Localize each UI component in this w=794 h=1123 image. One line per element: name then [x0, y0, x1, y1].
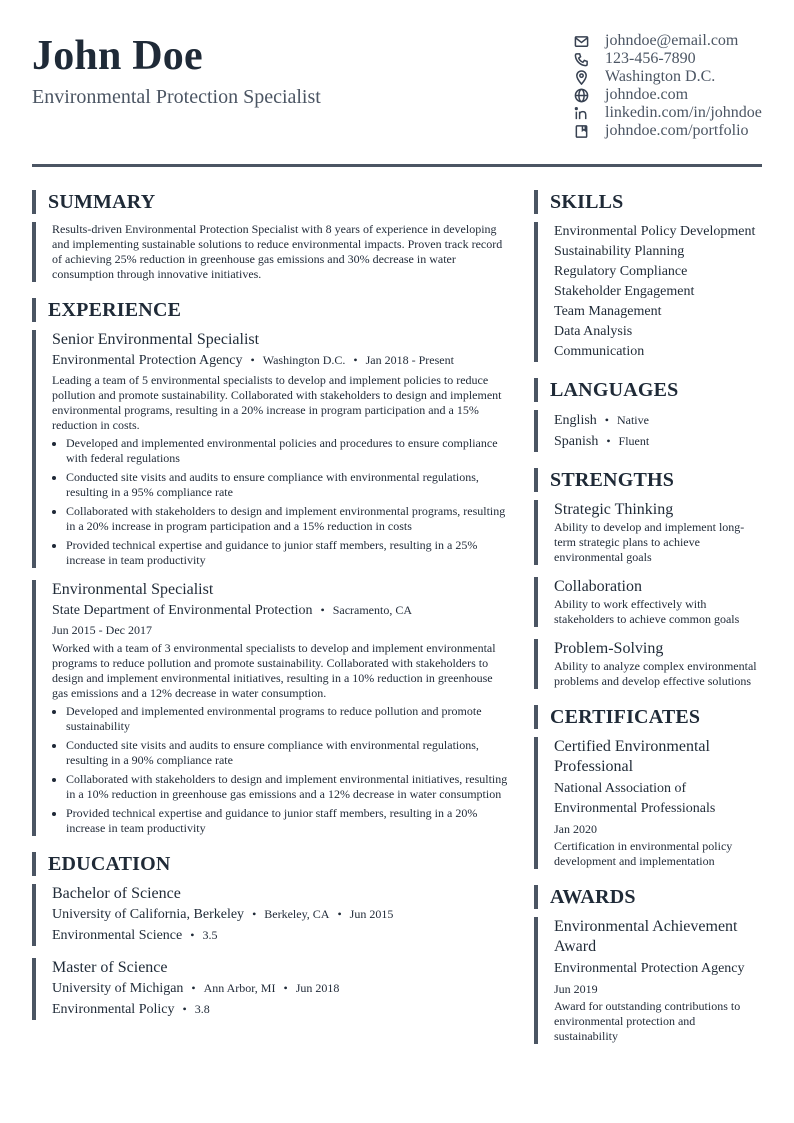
school-line: University of Michigan • Ann Arbor, MI • Jun 2018 [52, 981, 340, 996]
job-dates: Jan 2018 - Present [365, 353, 454, 367]
contact-email-text: johndoe@email.com [605, 32, 739, 49]
strength-desc: Ability to develop and implement long-term strategic plans to achieve environmental goals [554, 520, 745, 564]
certificate-title: Certified Environmental Professional [554, 738, 710, 775]
contact-website[interactable] [572, 86, 772, 104]
job-location: Sacramento, CA [332, 603, 412, 617]
left-column [32, 190, 510, 1020]
strength-desc: Ability to analyze complex environmental problems and develop effective solutions [554, 659, 757, 688]
job-company: State Department of Environmental Protection [52, 603, 313, 618]
globe-icon [572, 87, 590, 103]
award-entry [534, 917, 762, 1044]
resume-header [32, 30, 762, 150]
strength-desc: Ability to work effectively with stakeholders to achieve common goals [554, 597, 740, 626]
award-title: Environmental Achievement Award [554, 918, 738, 955]
job-bullet: • Provided technical expertise and guidance to junior staff members, resulting in a 25% increase in team productivity [66, 538, 510, 568]
job-company-line: Environmental Protection Agency • Washington D.C. • Jan 2018 - Present [52, 353, 454, 368]
mail-icon [572, 33, 590, 49]
certificates-heading: CERTIFICATES [534, 705, 762, 729]
job-bullet: • Collaborated with stakeholders to design and implement environmental programs, resulting in a 20% increase in program participation and a 15% reduction in costs [66, 504, 510, 534]
summary-heading: SUMMARY [32, 190, 510, 214]
job-bullets [52, 436, 510, 568]
candidate-name: John Doe [32, 33, 203, 79]
strength-entry [534, 577, 762, 627]
job-company-line: State Department of Environmental Protection • Sacramento, CA [52, 603, 412, 618]
contact-portfolio-text: johndoe.com/portfolio [605, 122, 749, 139]
education-heading: EDUCATION [32, 852, 510, 876]
certificate-issuer: National Association of Environmental Professionals [554, 781, 716, 816]
school-location: Ann Arbor, MI [203, 981, 276, 995]
field-line: Environmental Policy • 3.8 [52, 1002, 210, 1017]
school-name: University of Michigan [52, 981, 184, 996]
contact-location [572, 68, 772, 86]
strengths-heading: STRENGTHS [534, 468, 762, 492]
language-item: Spanish • Fluent [554, 434, 650, 449]
skill-item: Team Management [554, 304, 662, 319]
school-name: University of California, Berkeley [52, 907, 245, 922]
graduation-date: Jun 2018 [295, 981, 340, 995]
candidate-title: Environmental Protection Specialist [32, 86, 321, 108]
contact-linkedin[interactable] [572, 104, 772, 122]
header-divider [32, 164, 762, 167]
language-level: Fluent [618, 434, 650, 448]
contact-email[interactable] [572, 32, 772, 50]
languages-list [534, 410, 762, 452]
strength-title: Strategic Thinking [554, 501, 674, 518]
degree: Master of Science [52, 959, 168, 976]
contact-location-text: Washington D.C. [605, 68, 716, 85]
job-bullet: • Conducted site visits and audits to ensure compliance with environmental regulations, resulting in a 95% compliance rate [66, 470, 510, 500]
job-bullet: • Provided technical expertise and guidance to junior staff members, resulting in a 20% increase in team productivity [66, 806, 510, 836]
job-bullets [52, 704, 510, 836]
field-line: Environmental Science • 3.5 [52, 928, 218, 943]
school-line: University of California, Berkeley • Berkeley, CA • Jun 2015 [52, 907, 394, 922]
skill-item: Stakeholder Engagement [554, 284, 695, 299]
gpa: 3.5 [202, 928, 218, 942]
location-pin-icon [572, 69, 590, 85]
contact-website-text: johndoe.com [605, 86, 689, 103]
education-entry [32, 884, 510, 946]
strength-entry [534, 500, 762, 565]
skills-list [534, 222, 762, 362]
contact-portfolio[interactable] [572, 122, 772, 140]
skill-item: Communication [554, 344, 645, 359]
strength-title: Collaboration [554, 578, 642, 595]
language-level: Native [616, 413, 649, 427]
job-role: Environmental Specialist [52, 581, 214, 598]
linkedin-icon [572, 105, 590, 121]
skill-item: Data Analysis [554, 324, 633, 339]
award-date: Jun 2019 [554, 982, 598, 996]
languages-heading: LANGUAGES [534, 378, 762, 402]
strength-title: Problem-Solving [554, 640, 664, 657]
contact-linkedin-text: linkedin.com/in/johndoe [605, 104, 762, 121]
graduation-date: Jun 2015 [349, 907, 394, 921]
certificate-date: Jan 2020 [554, 822, 597, 836]
gpa: 3.8 [194, 1002, 210, 1016]
job-bullet: • Developed and implemented environmental programs to reduce pollution and promote sustainability [66, 704, 510, 734]
language-name: Spanish [554, 434, 599, 449]
job-description: Worked with a team of 3 environmental specialists to develop and implement environmental programs to reduce pollution and promote sustainability. Collaborated with stakeholders to design and implement environmental initiatives, resulting in a 10% reduction in greenhouse gas emissions and a 12% decrease in water consumption. [52, 641, 496, 700]
skill-item: Environmental Policy Development [554, 224, 756, 239]
experience-entry [32, 580, 510, 836]
skill-item: Regulatory Compliance [554, 264, 688, 279]
certificate-desc: Certification in environmental policy development and implementation [554, 839, 733, 868]
phone-icon [572, 51, 590, 67]
job-bullet: • Conducted site visits and audits to ensure compliance with environmental regulations, resulting in a 90% compliance rate [66, 738, 510, 768]
field-of-study: Environmental Science [52, 928, 183, 943]
job-location: Washington D.C. [262, 353, 346, 367]
skills-heading: SKILLS [534, 190, 762, 214]
job-role: Senior Environmental Specialist [52, 331, 260, 348]
experience-heading: EXPERIENCE [32, 298, 510, 322]
job-dates: Jun 2015 - Dec 2017 [52, 623, 152, 637]
award-issuer: Environmental Protection Agency [554, 961, 745, 976]
job-bullet: • Developed and implemented environmental policies and procedures to ensure compliance with federal regulations [66, 436, 510, 466]
education-entry [32, 958, 510, 1020]
contact-phone[interactable] [572, 50, 772, 68]
skill-item: Sustainability Planning [554, 244, 685, 259]
job-company: Environmental Protection Agency [52, 353, 243, 368]
award-desc: Award for outstanding contributions to environmental protection and sustainability [554, 999, 741, 1043]
job-description: Leading a team of 5 environmental specialists to develop and implement policies to reduce pollution and promote sustainability. Collaborated with stakeholders to design and implement environmental programs, resulting in a 20% increase in program participation and a 15% reduction in costs. [52, 373, 502, 432]
degree: Bachelor of Science [52, 885, 181, 902]
language-name: English [554, 413, 597, 428]
contact-list [572, 32, 772, 140]
language-item: English • Native [554, 413, 649, 428]
strength-entry [534, 639, 762, 689]
right-column [534, 190, 762, 1044]
field-of-study: Environmental Policy [52, 1002, 175, 1017]
contact-phone-text: 123-456-7890 [605, 50, 696, 67]
awards-heading: AWARDS [534, 885, 762, 909]
portfolio-icon [572, 123, 590, 139]
certificate-entry [534, 737, 762, 869]
summary-text: Results-driven Environmental Protection Specialist with 8 years of experience in developing and implementing sustainable solutions to reduce environmental impacts. Proven track record of achieving 25% reduction in greenhouse gas emissions and 30% decrease in water consumption through innovative initiatives. [32, 222, 510, 282]
job-bullet: • Collaborated with stakeholders to design and implement environmental initiatives, resulting in a 10% reduction in greenhouse gas emissions and a 12% decrease in water consumption [66, 772, 510, 802]
school-location: Berkeley, CA [264, 907, 330, 921]
experience-entry [32, 330, 510, 568]
